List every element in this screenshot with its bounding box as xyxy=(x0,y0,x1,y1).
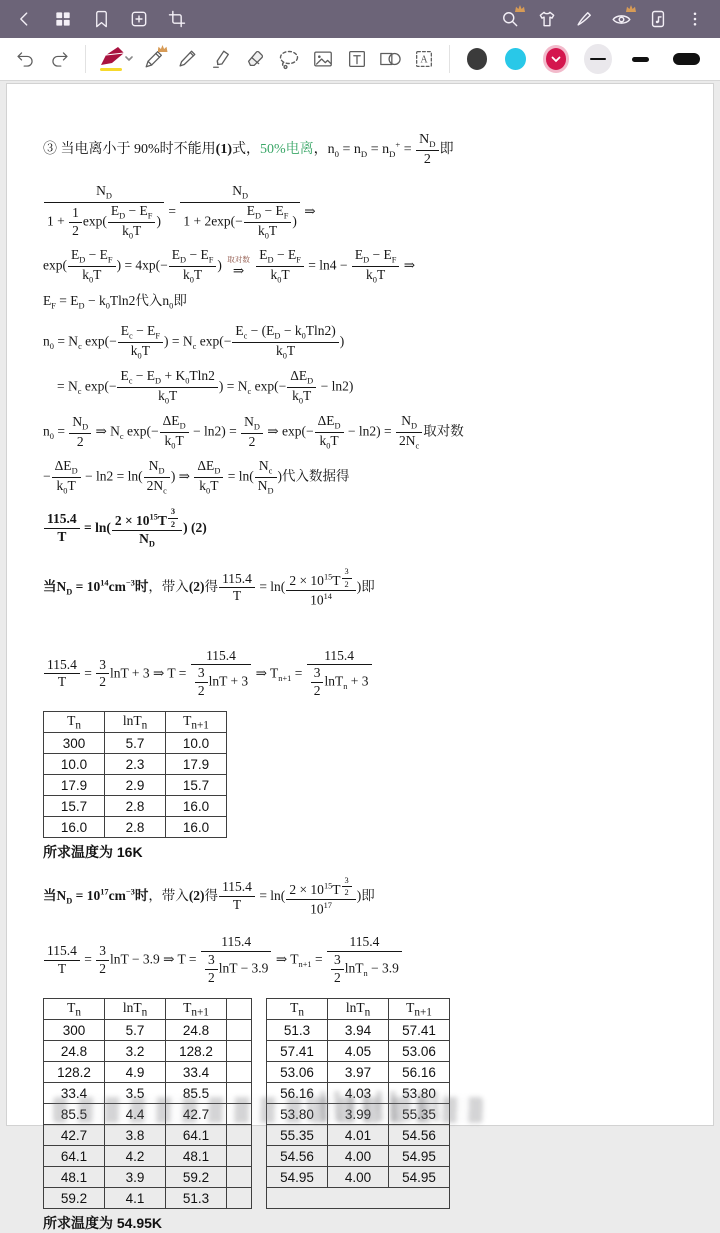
color-swatch-dark[interactable] xyxy=(467,48,487,70)
view-mode-button[interactable] xyxy=(606,4,636,34)
table-cell: 15.7 xyxy=(44,796,105,817)
table-header-cell: $T_n$ xyxy=(267,999,328,1020)
table-cell: 4.05 xyxy=(328,1041,389,1062)
equation-line-2: exp( $\frac{E_D - E_F}{k_0T}$ ) = 4xp(− $\frac{E_D - E_F}{k_0T}$ ) 取对数 ⇒ $\frac{E_D - E_F}{k_0T}$ = ln4 − $\frac{E_D - E_F}{k_0T}$ ⇒ xyxy=(43,247,416,285)
toolbar-divider xyxy=(449,45,450,73)
image-icon xyxy=(312,48,334,70)
text-recognition-tool[interactable] xyxy=(410,44,438,74)
table-cell: 51.3 xyxy=(166,1188,227,1209)
bookmark-icon xyxy=(92,10,111,29)
iteration-table-nd14 xyxy=(43,711,695,838)
table-row xyxy=(267,1125,450,1146)
table-cell: 4.00 xyxy=(328,1167,389,1188)
equation-line-4: $n_0 = N_c$ exp(− $\frac{E_c - E_F}{k_0T}$ ) = $N_c$ exp(− $\frac{E_c - (E_D - k_0Tln2)}{k_0T}$ ) xyxy=(43,323,345,361)
table-cell: 3.2 xyxy=(105,1041,166,1062)
table-cell: 42.7 xyxy=(166,1104,227,1125)
result-text-2: 所求温度为 54.95K xyxy=(43,1215,163,1232)
note-page[interactable] xyxy=(6,83,714,1232)
table-cell: 55.35 xyxy=(267,1125,328,1146)
table-cell: 300 xyxy=(44,1020,105,1041)
table-cell: 5.7 xyxy=(105,733,166,754)
redo-button[interactable] xyxy=(46,44,74,74)
note-heading: ③ 当电离小于 90%时不能用(1)式，50%电离，$n_0 = n_D = n_D^+$ = $\frac{N_D}{2}$ 即 xyxy=(43,132,454,168)
undo-icon xyxy=(15,49,36,70)
table-cell: 4.9 xyxy=(105,1062,166,1083)
table-header-cell: $T_{n+1}$ xyxy=(166,999,227,1020)
table-row xyxy=(44,796,227,817)
top-bar-left-group xyxy=(10,4,192,34)
equation-line-7: − $\frac{\Delta E_D}{k_0T}$ − ln2 = ln( $\frac{N_D}{2N_c}$ ) ⇒ $\frac{\Delta E_D}{k_0T}$ = ln( $\frac{N_c}{N_D}$ )代入数据得 xyxy=(43,457,350,496)
table-header-row xyxy=(44,712,227,733)
shirt-theme-icon xyxy=(537,9,557,29)
table-cell: 48.1 xyxy=(166,1146,227,1167)
table-cell: 64.1 xyxy=(166,1125,227,1146)
more-menu-button[interactable] xyxy=(680,4,710,34)
table-cell: 10.0 xyxy=(166,733,227,754)
table-cell: 2.3 xyxy=(105,754,166,775)
table-cell: 53.06 xyxy=(389,1041,450,1062)
top-bar-right-group xyxy=(495,4,710,34)
table-row xyxy=(267,1020,450,1041)
toolbar-divider xyxy=(85,45,86,73)
table-cell: 59.2 xyxy=(166,1167,227,1188)
shape-tool[interactable] xyxy=(376,44,404,74)
table-header-row xyxy=(267,999,450,1020)
more-icon xyxy=(686,10,704,28)
table-cell: 128.2 xyxy=(166,1041,227,1062)
table-empty-cell xyxy=(227,1125,252,1146)
table-row xyxy=(267,1062,450,1083)
page-audio-icon xyxy=(648,9,668,29)
shape-icon xyxy=(378,48,402,70)
text-recognition-icon xyxy=(413,48,435,70)
fountain-pen-icon xyxy=(98,45,132,73)
equation-line-3: $E_F = E_D - k_0Tln2$代入$n_0$即 xyxy=(43,293,187,311)
equation-line-11: 当$N_D = 10^{17}cm^{-3}$时，带入(2)得 $\frac{115.4}{T}$ = ln( $2 \times 10^{15}T$ $^{\frac{3}{2}}$ $10^{17}$ )即 xyxy=(43,876,375,917)
color-swatch-red-selected[interactable] xyxy=(546,48,566,70)
table-cell: 57.41 xyxy=(389,1020,450,1041)
back-icon xyxy=(15,9,35,29)
highlighter-tool[interactable] xyxy=(207,44,235,74)
result-text-1: 所求温度为 16K xyxy=(43,844,143,861)
table-cell: 10.0 xyxy=(44,754,105,775)
table-row xyxy=(44,1062,252,1083)
table-cell: 24.8 xyxy=(166,1020,227,1041)
table-row xyxy=(44,1167,252,1188)
table-cell: 4.03 xyxy=(328,1083,389,1104)
table-header-cell: $T_{n+1}$ xyxy=(166,712,227,733)
table-cell: 4.1 xyxy=(105,1188,166,1209)
table-cell: 2.8 xyxy=(105,796,166,817)
add-page-icon xyxy=(129,9,149,29)
table-row xyxy=(44,775,227,796)
table-empty-cell xyxy=(227,1062,252,1083)
table-cell: 56.16 xyxy=(389,1062,450,1083)
table-empty-cell xyxy=(227,1041,252,1062)
crop-icon xyxy=(167,9,187,29)
table-empty-cell xyxy=(227,1146,252,1167)
theme-button[interactable] xyxy=(532,4,562,34)
crop-button[interactable] xyxy=(162,4,192,34)
table-cell: 85.5 xyxy=(166,1083,227,1104)
stroke-width-medium-button[interactable] xyxy=(632,57,649,62)
table-cell: 33.4 xyxy=(44,1083,105,1104)
ballpoint-pen-tool[interactable] xyxy=(174,44,202,74)
table-cell: 53.80 xyxy=(389,1083,450,1104)
table-cell: 128.2 xyxy=(44,1062,105,1083)
table-header-cell: lnT$_n$ xyxy=(105,999,166,1020)
grid-icon xyxy=(53,9,73,29)
add-page-button[interactable] xyxy=(124,4,154,34)
table-cell: 300 xyxy=(44,733,105,754)
eraser-tool[interactable] xyxy=(241,44,269,74)
table-cell: 16.0 xyxy=(166,796,227,817)
pages-grid-button[interactable] xyxy=(48,4,78,34)
table-row xyxy=(44,733,227,754)
table-cell: 56.16 xyxy=(267,1083,328,1104)
table-row xyxy=(44,1188,252,1209)
table-cell: 54.95 xyxy=(389,1146,450,1167)
fountain-pen-tool[interactable] xyxy=(97,44,134,74)
table-cell: 3.8 xyxy=(105,1125,166,1146)
table-row xyxy=(267,1167,450,1188)
equation-line-9: 当$N_D = 10^{14}cm^{-3}$时，带入(2)得 $\frac{115.4}{T}$ = ln( $2 \times 10^{15}T$ $^{\frac{3}{2}}$ $10^{14}$ )即 xyxy=(43,567,375,608)
table-cell: 57.41 xyxy=(267,1041,328,1062)
lasso-icon xyxy=(277,47,301,71)
table-row xyxy=(44,1041,252,1062)
table-cell: 17.9 xyxy=(44,775,105,796)
page-audio-button[interactable] xyxy=(643,4,673,34)
table-cell: 3.9 xyxy=(105,1167,166,1188)
equation-line-10: $\frac{115.4}{T}$ = $\frac{3}{2}$ lnT + 3 ⇒ T = 115.4 $\frac{3}{2}$ lnT + 3 ⇒ $T_{n+1}$ = 115.4 $\frac{3}{2}$ lnT$_n$ + 3 xyxy=(43,649,695,700)
table-cell: 4.2 xyxy=(105,1146,166,1167)
color-swatch-cyan[interactable] xyxy=(505,48,525,70)
search-icon xyxy=(500,9,520,29)
table-row xyxy=(44,1125,252,1146)
text-icon xyxy=(346,48,368,70)
table-row xyxy=(267,1146,450,1167)
table-cell: 33.4 xyxy=(166,1062,227,1083)
table-row xyxy=(267,1041,450,1062)
table-cell: 16.0 xyxy=(44,817,105,838)
table-cell: 55.35 xyxy=(389,1104,450,1125)
search-button[interactable] xyxy=(495,4,525,34)
table-cell: 17.9 xyxy=(166,754,227,775)
table-cell: 15.7 xyxy=(166,775,227,796)
premium-crown-icon xyxy=(515,5,525,12)
table-cell: 48.1 xyxy=(44,1167,105,1188)
bookmark-button[interactable] xyxy=(86,4,116,34)
note-canvas xyxy=(0,83,720,1232)
table-header-row xyxy=(44,999,252,1020)
svg-text:A: A xyxy=(420,54,428,66)
table-empty-cell xyxy=(227,1167,252,1188)
stroke-width-thick-button[interactable] xyxy=(673,53,700,65)
table-cell: 54.95 xyxy=(267,1167,328,1188)
table-cell: 4.4 xyxy=(105,1104,166,1125)
text-tool[interactable] xyxy=(343,44,371,74)
table-row xyxy=(44,754,227,775)
table-header-cell: $T_n$ xyxy=(44,999,105,1020)
equation-line-6: $n_0$ = $\frac{N_D}{2}$ ⇒ $N_c$ exp(− $\frac{\Delta E_D}{k_0T}$ − ln2) = $\frac{N_D}{2}$ ⇒ exp(− $\frac{\Delta E_D}{k_0T}$ − ln2) = $\frac{N_D}{2N_c}$ 取对数 xyxy=(43,412,464,451)
table-row xyxy=(44,1020,252,1041)
edit-toolbar xyxy=(0,38,720,81)
table-empty-cell xyxy=(227,1020,252,1041)
table-cell: 2.9 xyxy=(105,775,166,796)
lasso-tool[interactable] xyxy=(275,44,303,74)
table-header-cell: $T_{n+1}$ xyxy=(389,999,450,1020)
table-cell: 3.94 xyxy=(328,1020,389,1041)
table-header-cell: lnT$_n$ xyxy=(328,999,389,1020)
table-cell: 4.00 xyxy=(328,1146,389,1167)
stroke-width-thin-button[interactable] xyxy=(584,44,612,74)
table-cell: 59.2 xyxy=(44,1188,105,1209)
table-cell: 3.5 xyxy=(105,1083,166,1104)
equation-line-8: $\frac{115.4}{T}$ = ln( $2 \times 10^{15}T$ $^{\frac{3}{2}}$ $N_D$ ) (2) xyxy=(43,507,695,549)
eraser-icon xyxy=(244,48,266,70)
table-cell: 3.97 xyxy=(328,1062,389,1083)
table-cell: 53.06 xyxy=(267,1062,328,1083)
redo-icon xyxy=(49,49,70,70)
premium-crown-icon xyxy=(626,5,636,12)
table-cell: 42.7 xyxy=(44,1125,105,1146)
table-empty-column xyxy=(227,999,252,1020)
chevron-down-icon xyxy=(546,48,566,70)
pencil-tool[interactable] xyxy=(140,44,168,74)
equation-line-12: $\frac{115.4}{T}$ = $\frac{3}{2}$ lnT − 3.9 ⇒ T = 115.4 $\frac{3}{2}$ lnT − 3.9 ⇒ $T_{n+1}$ = 115.4 $\frac{3}{2}$ lnT$_n$ − 3.9 xyxy=(43,935,695,986)
table-row xyxy=(44,817,227,838)
premium-crown-icon xyxy=(158,45,168,52)
edit-mode-button[interactable] xyxy=(569,4,599,34)
table-cell: 24.8 xyxy=(44,1041,105,1062)
table-cell: 54.56 xyxy=(267,1146,328,1167)
highlighter-icon xyxy=(210,48,232,70)
table-cell: 54.95 xyxy=(389,1167,450,1188)
table-header-cell: lnT$_n$ xyxy=(105,712,166,733)
table-cell: 2.8 xyxy=(105,817,166,838)
top-bar xyxy=(0,0,720,38)
table-empty-cell xyxy=(227,1188,252,1209)
table-empty-row xyxy=(267,1188,450,1209)
table-cell: 54.56 xyxy=(389,1125,450,1146)
back-button[interactable] xyxy=(10,4,40,34)
ballpoint-pen-icon xyxy=(176,48,198,70)
equation-line-5: = $N_c$ exp(− $\frac{E_c - E_D + K_0Tln2}{k_0T}$ ) = $N_c$ exp(− $\frac{\Delta E_D}{k_0T}$ − ln2) xyxy=(57,368,354,406)
table-row xyxy=(44,1146,252,1167)
table-cell: 51.3 xyxy=(267,1020,328,1041)
table-cell: 85.5 xyxy=(44,1104,105,1125)
insert-image-tool[interactable] xyxy=(309,44,337,74)
table-cell: 5.7 xyxy=(105,1020,166,1041)
table-header-cell: $T_n$ xyxy=(44,712,105,733)
pen-edit-icon xyxy=(574,9,594,29)
table-cell: 3.99 xyxy=(328,1104,389,1125)
undo-button[interactable] xyxy=(12,44,40,74)
table-cell: 53.80 xyxy=(267,1104,328,1125)
watermark-smudge xyxy=(307,1091,447,1121)
table-cell: 64.1 xyxy=(44,1146,105,1167)
table-cell: 16.0 xyxy=(166,817,227,838)
table-cell: 4.01 xyxy=(328,1125,389,1146)
equation-line-1: $N_D$ 1 + $\frac{1}{2}$ exp( $\frac{E_D - E_F}{k_0T}$ ) = $N_D$ 1 + 2exp(− $\frac{E_D - E_F}{k_0T}$ ) ⇒ xyxy=(43,184,695,241)
